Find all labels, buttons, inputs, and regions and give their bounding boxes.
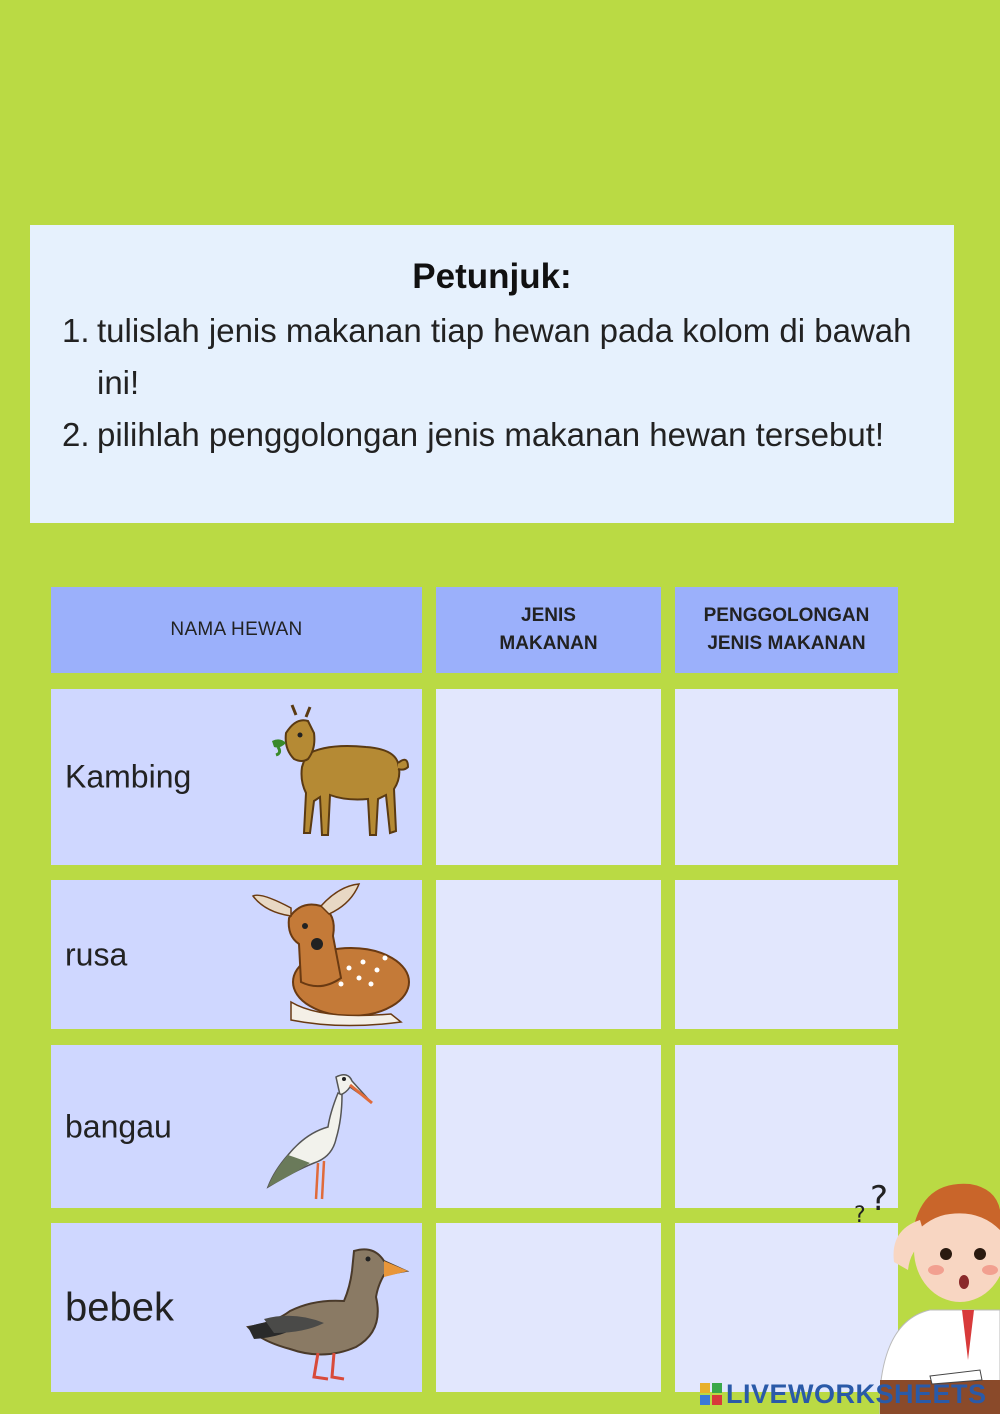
header-penggolongan-line1: PENGGOLONGAN — [703, 605, 870, 626]
liveworksheets-text: LIVEWORKSHEETS — [726, 1378, 987, 1409]
header-jenis-makanan — [436, 587, 661, 673]
instructions-panel — [30, 225, 954, 523]
stork-icon — [266, 1063, 376, 1203]
header-nama-hewan — [51, 587, 422, 673]
instruction-item — [62, 305, 914, 409]
penggolongan-select[interactable] — [675, 880, 898, 1029]
instructions-list — [62, 305, 914, 461]
header-nama-hewan-label: NAMA HEWAN — [170, 619, 303, 640]
deer-icon — [251, 882, 411, 1028]
liveworksheets-logo-icon — [700, 1383, 722, 1405]
animal-name: bangau — [65, 1108, 172, 1144]
svg-text:?: ? — [854, 1203, 866, 1228]
jenis-makanan-input[interactable] — [436, 1223, 661, 1392]
animal-name: rusa — [65, 936, 128, 972]
jenis-makanan-input[interactable] — [436, 1045, 661, 1208]
instructions-title: Petunjuk: — [412, 257, 572, 296]
animal-name: Kambing — [65, 758, 192, 795]
table-row-name-cell — [51, 1223, 422, 1392]
animal-name: bebek — [65, 1285, 174, 1329]
penggolongan-select[interactable] — [675, 689, 898, 865]
header-penggolongan — [675, 587, 898, 673]
header-jenis-makanan-line2: MAKANAN — [499, 633, 598, 654]
header-jenis-makanan-line1: JENIS — [521, 605, 576, 626]
instruction-text: tulislah jenis makanan tiap hewan pada kolom di bawah ini! — [97, 312, 912, 401]
instruction-text: pilihlah penggolongan jenis makanan hewan tersebut! — [97, 416, 885, 453]
jenis-makanan-input[interactable] — [436, 689, 661, 865]
svg-text:?: ? — [870, 1179, 889, 1219]
table-row-name-cell — [51, 689, 422, 865]
table-row-name-cell — [51, 1045, 422, 1208]
instruction-item — [62, 409, 914, 461]
goat-icon — [266, 703, 411, 845]
instruction-number: 2. — [62, 416, 90, 453]
duck-icon — [244, 1241, 410, 1381]
instruction-number: 1. — [62, 312, 90, 349]
liveworksheets-watermark — [700, 1378, 987, 1410]
header-penggolongan-line2: JENIS MAKANAN — [707, 633, 866, 654]
table-row-name-cell — [51, 880, 422, 1029]
jenis-makanan-input[interactable] — [436, 880, 661, 1029]
